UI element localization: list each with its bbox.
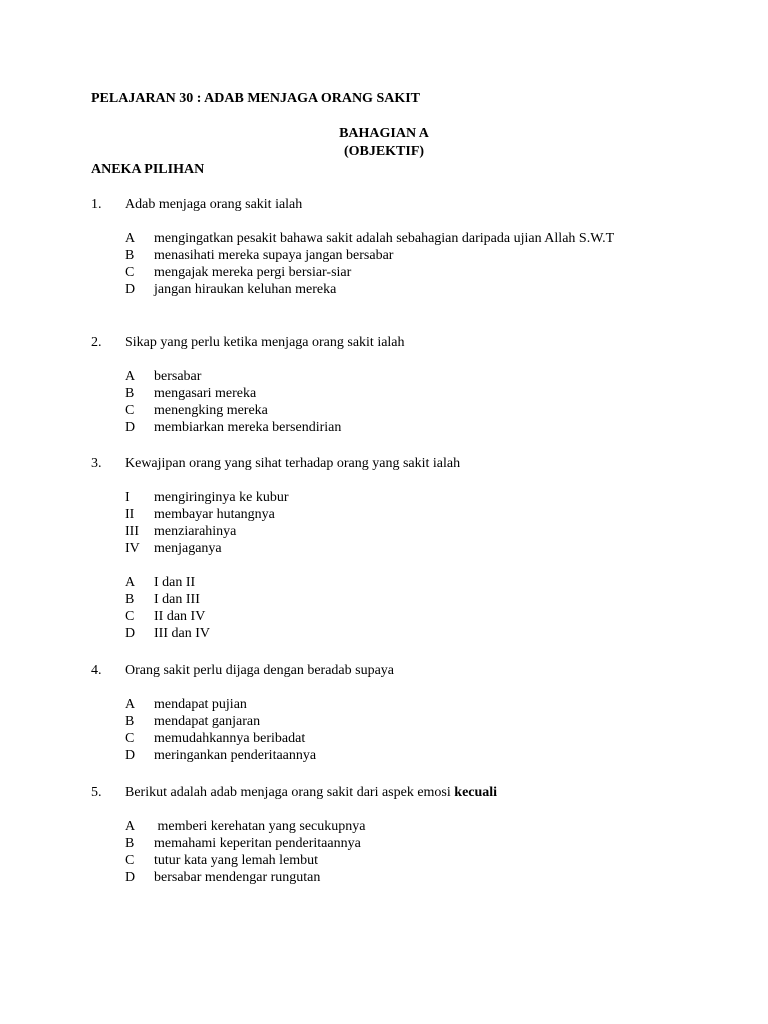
question-2: [91, 334, 711, 436]
section-subheading: (OBJEKTIF): [343, 144, 425, 159]
statement-iii: III menziarahinya: [125, 524, 237, 539]
question-text: Kewajipan orang yang sihat terhadap orang yang sakit ialah: [125, 456, 461, 471]
option-b: B I dan III: [125, 592, 200, 607]
option-a: A I dan II: [125, 575, 196, 590]
option-b: B mengasari mereka: [125, 386, 257, 401]
question-1: [91, 196, 711, 298]
question-text: Sikap yang perlu ketika menjaga orang sakit ialah: [125, 335, 405, 350]
option-b: B mendapat ganjaran: [125, 714, 261, 729]
emphasis-kecuali: kecuali: [454, 785, 498, 800]
option-d: D jangan hiraukan keluhan mereka: [125, 282, 337, 297]
question-type-heading: ANEKA PILIHAN: [91, 162, 205, 177]
option-c: C tutur kata yang lemah lembut: [125, 853, 319, 868]
option-a: A mendapat pujian: [125, 697, 247, 712]
question-4: [91, 662, 711, 764]
question-text: Berikut adalah adab menjaga orang sakit dari aspek emosi kecuali: [125, 785, 498, 800]
answer-options: [125, 818, 711, 886]
question-number: 4.: [91, 663, 102, 678]
answer-options: [125, 368, 711, 436]
answer-options: [125, 696, 711, 764]
option-d: D III dan IV: [125, 626, 210, 641]
statement-i: I mengiringinya ke kubur: [125, 490, 289, 505]
lesson-title: PELAJARAN 30 : ADAB MENJAGA ORANG SAKIT: [91, 91, 421, 106]
option-c: C II dan IV: [125, 609, 206, 624]
option-b: B memahami keperitan penderitaannya: [125, 836, 361, 851]
question-text: Adab menjaga orang sakit ialah: [125, 197, 303, 212]
section-heading: BAHAGIAN A: [339, 126, 429, 141]
option-d: D bersabar mendengar rungutan: [125, 870, 321, 885]
question-number: 5.: [91, 785, 102, 800]
statement-list: [125, 489, 711, 557]
question-number: 3.: [91, 456, 102, 471]
statement-iv: IV menjaganya: [125, 541, 222, 556]
question-text: Orang sakit perlu dijaga dengan beradab supaya: [125, 663, 395, 678]
statement-ii: II membayar hutangnya: [125, 507, 275, 522]
option-c: C menengking mereka: [125, 403, 268, 418]
question-3: [91, 455, 711, 642]
option-c: C memudahkannya beribadat: [125, 731, 306, 746]
option-a: A mengingatkan pesakit bahawa sakit adalah sebahagian daripada ujian Allah S.W.T: [125, 231, 615, 246]
option-b: B menasihati mereka supaya jangan bersabar: [125, 248, 394, 263]
question-number: 1.: [91, 197, 102, 212]
question-5: [91, 784, 711, 886]
answer-options: [125, 574, 711, 642]
option-a: A bersabar: [125, 369, 202, 384]
question-number: 2.: [91, 335, 102, 350]
option-a: A memberi kerehatan yang secukupnya: [125, 819, 366, 834]
answer-options: [125, 230, 711, 298]
option-d: D membiarkan mereka bersendirian: [125, 420, 342, 435]
option-c: C mengajak mereka pergi bersiar-siar: [125, 265, 352, 280]
option-d: D meringankan penderitaannya: [125, 748, 317, 763]
